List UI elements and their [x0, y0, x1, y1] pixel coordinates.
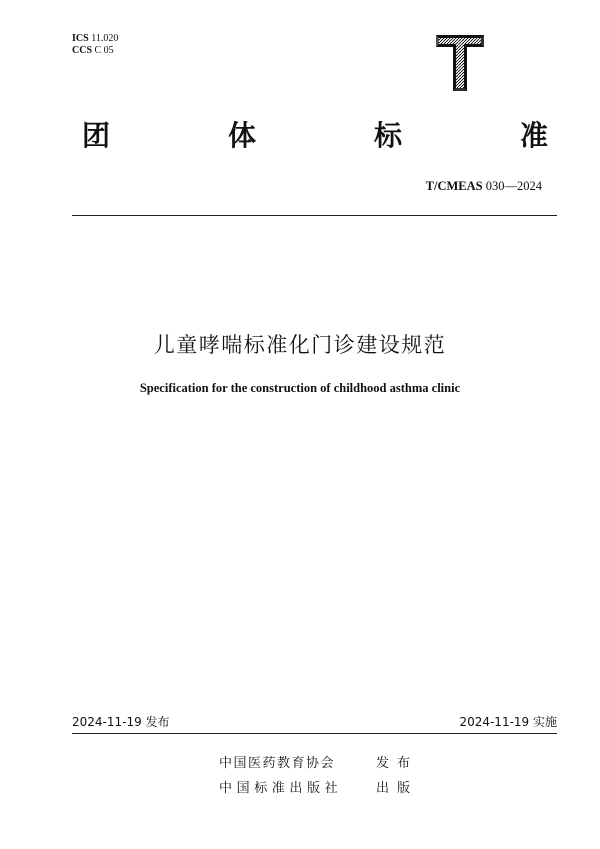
standard-number — [426, 179, 542, 194]
title-english: Specification for the construction of childhood asthma clinic — [139, 381, 461, 395]
footer-divider — [72, 733, 557, 734]
doc-type-char: 体 — [227, 119, 256, 152]
title-chinese: 儿童哮喘标准化门诊建设规范 — [153, 333, 447, 357]
classification-codes — [72, 33, 118, 57]
document-type — [82, 118, 548, 154]
publisher-role: 发布 — [376, 756, 419, 771]
doc-type-char: 团 — [82, 119, 111, 152]
t-logo-icon — [434, 33, 486, 93]
doc-type-char: 准 — [519, 119, 548, 152]
ccs-code: CCS C 05 — [72, 45, 114, 56]
publisher-role: 出版 — [376, 781, 419, 796]
ics-code: ICS 11.020 — [72, 33, 119, 44]
standard-prefix: T/CMEAS — [425, 179, 483, 193]
doc-type-char: 标 — [373, 119, 402, 152]
publisher-name: 中国医药教育协会 — [219, 756, 336, 771]
release-date: 2024-11-19 发布 — [72, 715, 170, 729]
header-divider — [72, 215, 557, 216]
publisher-name: 中国标准出版社 — [219, 781, 343, 796]
implementation-date: 2024-11-19 实施 — [459, 715, 557, 729]
standard-code: 030—2024 — [485, 179, 542, 193]
